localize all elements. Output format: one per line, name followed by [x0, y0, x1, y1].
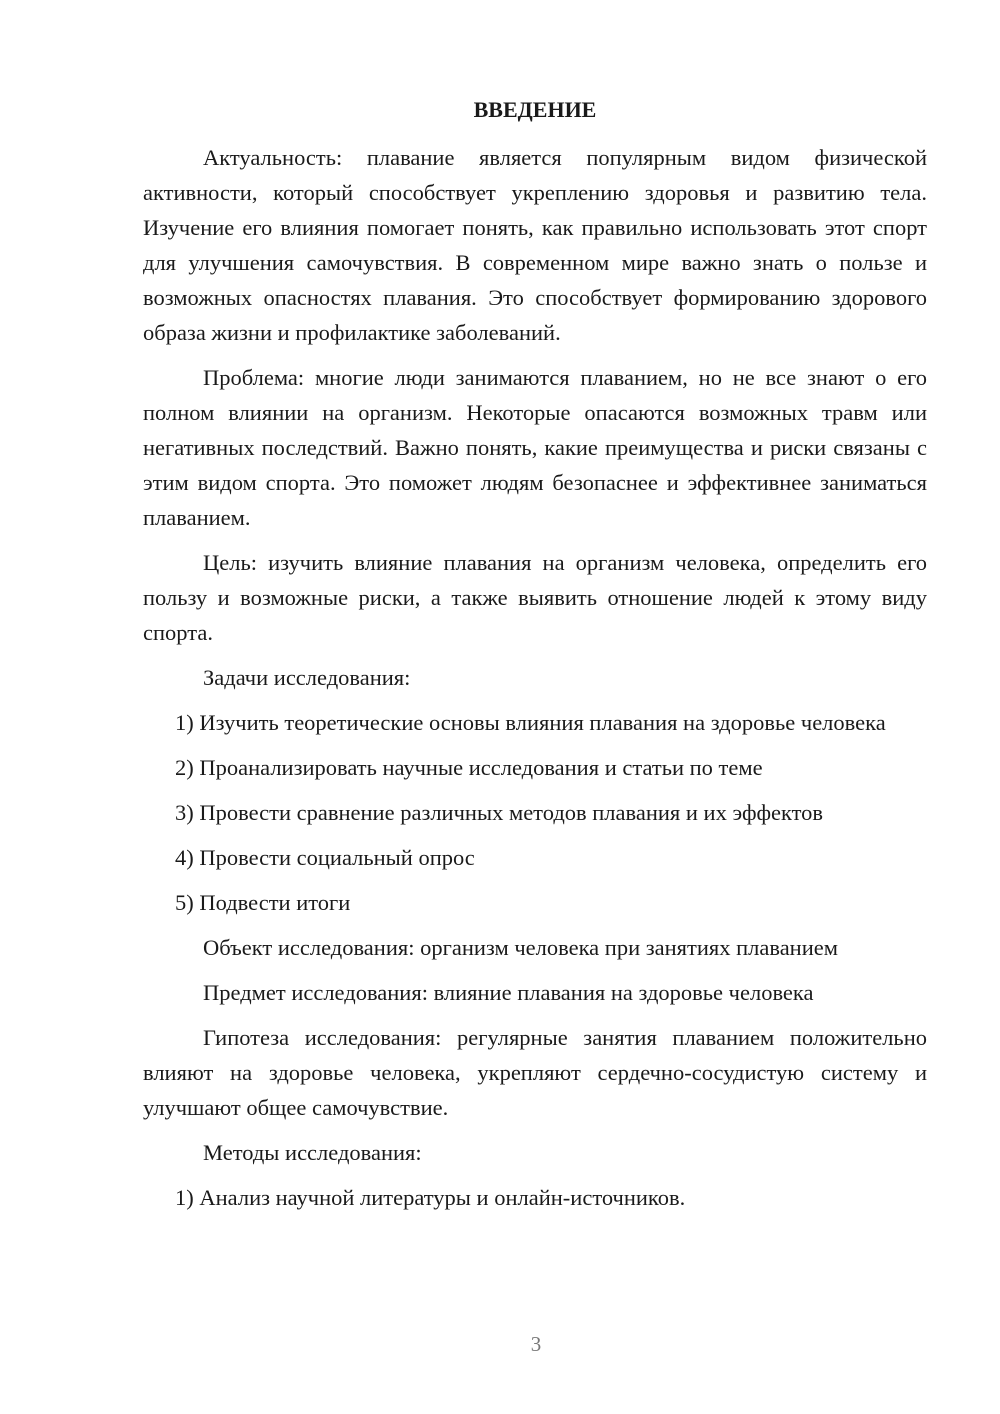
tasks-title: Задачи исследования:	[203, 665, 411, 690]
task-item-2: 2) Проанализировать научные исследования и статьи по теме	[175, 755, 763, 780]
object-line: Объект исследования: организм человека при занятиях плаванием	[203, 935, 838, 960]
relevance-paragraph: Актуальность: плавание является популярным видом физической активности, который способствует укреплению здоровья и развитию тела. Изучение его влияния помогает понять, как правильно использовать этот спорт для улучшения самочувствия. В современном мире важно знать о пользе и возможных опасностях плавания. Это способствует формированию здорового образа жизни и профилактике заболеваний.	[143, 145, 927, 345]
subject-line: Предмет исследования: влияние плавания на здоровье человека	[203, 980, 814, 1005]
method-item-1: 1) Анализ научной литературы и онлайн-источников.	[175, 1185, 686, 1210]
task-item-1: 1) Изучить теоретические основы влияния плавания на здоровье человека	[175, 710, 886, 735]
methods-title: Методы исследования:	[203, 1140, 422, 1165]
task-item-4: 4) Провести социальный опрос	[175, 845, 475, 870]
page-number: 3	[530, 1332, 542, 1356]
page-content	[143, 95, 927, 1225]
task-item-3: 3) Провести сравнение различных методов плавания и их эффектов	[175, 800, 824, 825]
task-item-5: 5) Подвести итоги	[175, 890, 351, 915]
problem-paragraph: Проблема: многие люди занимаются плаванием, но не все знают о его полном влиянии на организм. Некоторые опасаются возможных травм или негативных последствий. Важно понять, какие преимущества и риски связаны с этим видом спорта. Это поможет людям безопаснее и эффективнее заниматься плаванием.	[143, 365, 927, 530]
section-heading: ВВЕДЕНИЕ	[473, 97, 597, 122]
hypothesis-paragraph: Гипотеза исследования: регулярные занятия плаванием положительно влияют на здоровье человека, укрепляют сердечно-сосудистую систему и улучшают общее самочувствие.	[143, 1025, 927, 1120]
goal-paragraph: Цель: изучить влияние плавания на организм человека, определить его пользу и возможные риски, а также выявить отношение людей к этому виду спорта.	[143, 550, 927, 645]
